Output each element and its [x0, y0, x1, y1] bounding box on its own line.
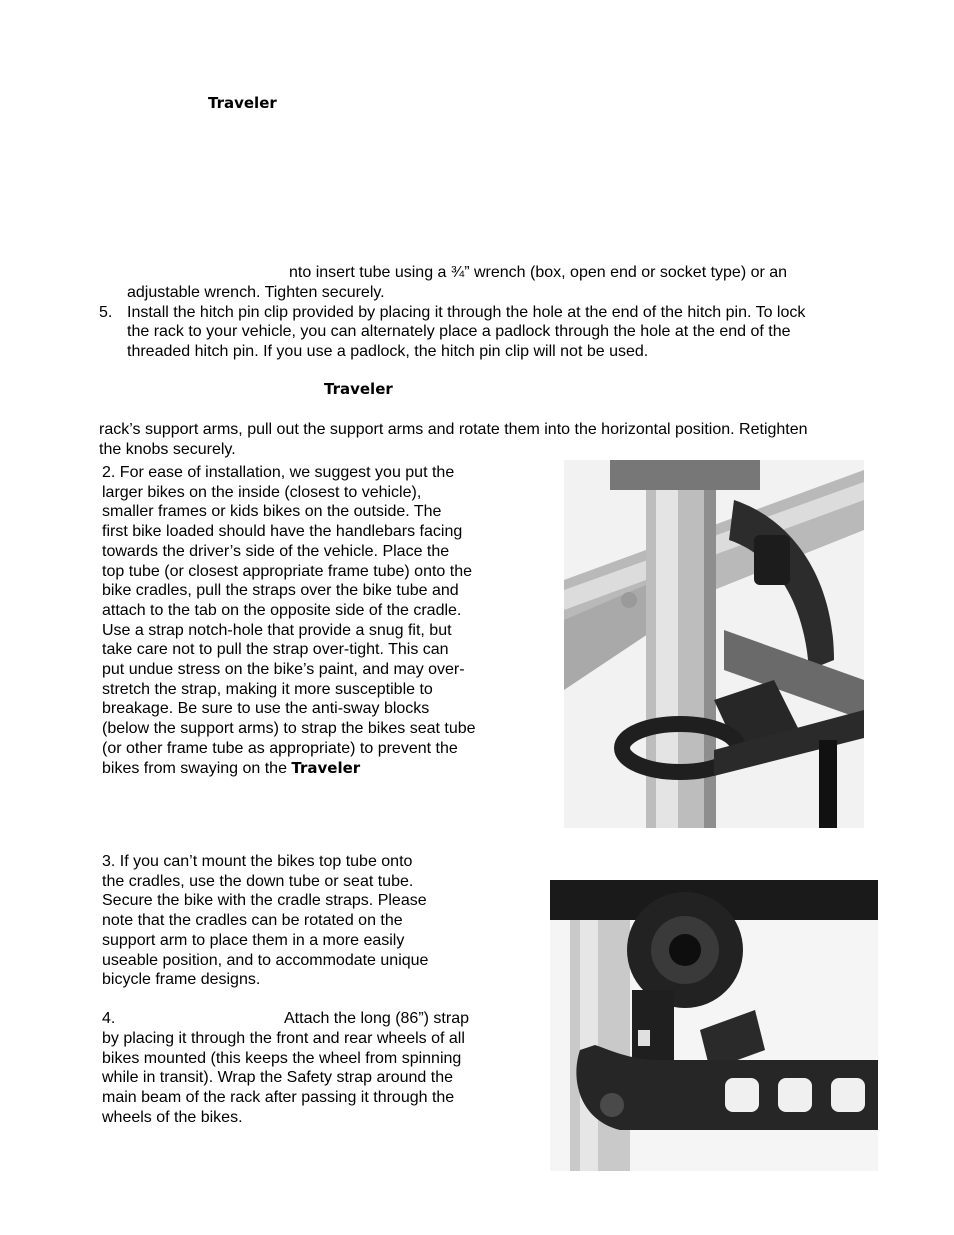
bike-step4-first-line: Attach the long (86”) strap	[284, 1010, 469, 1027]
bike-step4-line: while in transit). Wrap the Safety strap around the	[102, 1069, 453, 1087]
bike-step2-line: (or other frame tube as appropriate) to prevent the	[102, 739, 458, 757]
bike-step3-line: note that the cradles can be rotated on the	[102, 912, 403, 930]
bike-step4-text	[102, 1029, 465, 1128]
bike-step2-line: (below the support arms) to strap the bikes seat tube	[102, 720, 476, 738]
heading-traveler-mid: Traveler	[324, 380, 393, 398]
bike-step2-line: smaller frames or kids bikes on the outside. The	[102, 503, 442, 521]
bike-step2-text	[102, 463, 476, 778]
bike-step2-line: towards the driver’s side of the vehicle. Place the	[102, 542, 450, 560]
bike-step2-line: stretch the strap, making it more susceptible to	[102, 680, 433, 698]
bike-step2-line: larger bikes on the inside (closest to vehicle),	[102, 483, 422, 501]
bike-step2-line: first bike loaded should have the handlebars facing	[102, 523, 463, 541]
step5-line: the rack to your vehicle, you can alternately place a padlock through the hole at the end of the	[127, 323, 791, 340]
bike-step4-line: wheels of the bikes.	[102, 1108, 243, 1126]
bike-step3-text	[102, 852, 428, 990]
bike-step4-line: by placing it through the front and rear wheels of all	[102, 1030, 465, 1047]
heading-traveler-top: Traveler	[208, 94, 277, 112]
bike-step4-number: 4.	[102, 1010, 116, 1027]
bike-step2-line: attach to the tab on the opposite side of the cradle.	[102, 601, 462, 619]
step4-continuation-line1: nto insert tube using a ¾” wrench (box, open end or socket type) or an	[289, 264, 788, 281]
bike-step3-line: bicycle frame designs.	[102, 971, 261, 989]
bike-step4-line: bikes mounted (this keeps the wheel from spinning	[102, 1049, 462, 1067]
support-arms-line2: the knobs securely.	[99, 441, 236, 458]
bike-step4-line: main beam of the rack after passing it through the	[102, 1089, 455, 1107]
bike-step2-traveler: Traveler	[291, 758, 361, 777]
step4-continuation-line2: adjustable wrench. Tighten securely.	[127, 284, 385, 301]
bike-step2-last-line	[102, 759, 476, 779]
step5-line: Install the hitch pin clip provided by placing it through the hole at the end of the hitch pin. To lock	[127, 304, 806, 321]
bike-step2-last-text: bikes from swaying on the	[102, 759, 292, 777]
bike-step2-line: take care not to pull the strap over-tight. This can	[102, 641, 449, 659]
step5-line: threaded hitch pin. If you use a padlock, the hitch pin clip will not be used.	[127, 343, 649, 360]
bike-step2-line: put undue stress on the bike’s paint, and may over-	[102, 661, 465, 679]
step5-number: 5.	[99, 304, 113, 321]
bike-step3-line: the cradles, use the down tube or seat tube.	[102, 872, 414, 890]
bike-step3-line: useable position, and to accommodate unique	[102, 951, 429, 969]
bike-step2-line: breakage. Be sure to use the anti-sway blocks	[102, 700, 430, 718]
strap-photo	[550, 880, 878, 1171]
bike-step3-line: Secure the bike with the cradle straps. Please	[102, 892, 427, 910]
cradle-photo	[564, 460, 864, 828]
bike-step2-line: bike cradles, pull the straps over the bike tube and	[102, 582, 459, 600]
bike-step3-line: 3. If you can’t mount the bikes top tube onto	[102, 853, 413, 870]
bike-step3-line: support arm to place them in a more easily	[102, 931, 405, 949]
bike-step2-line: Use a strap notch-hole that provide a snug fit, but	[102, 621, 452, 639]
support-arms-line1: rack’s support arms, pull out the support arms and rotate them into the horizontal position. Retighten	[99, 421, 808, 438]
bike-step2-line: 2. For ease of installation, we suggest you put the	[102, 464, 455, 481]
bike-step2-line: top tube (or closest appropriate frame tube) onto the	[102, 562, 472, 580]
